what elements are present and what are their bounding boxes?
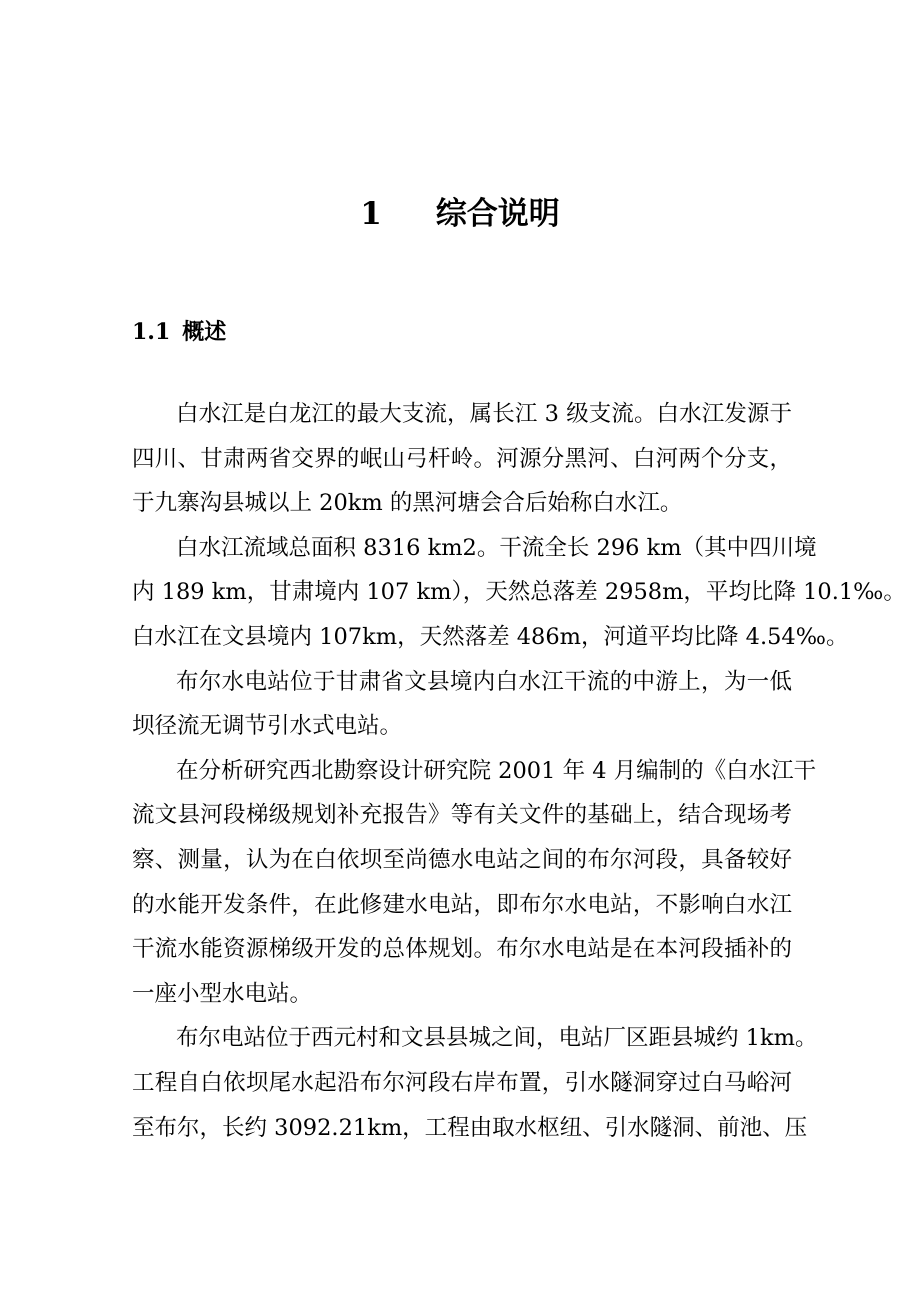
text-line: 四川、甘肃两省交界的岷山弓杆岭。河源分黑河、白河两个分支， [132, 445, 792, 472]
text-line: 至布尔，长约 3092.21km，工程由取水枢纽、引水隧洞、前池、压 [132, 1114, 808, 1141]
text-line: 布尔电站位于西元村和文县县城之间，电站厂区距县城约 1km。 [176, 1025, 818, 1052]
text-line: 布尔水电站位于甘肃省文县境内白水江干流的中游上，为一低 [176, 668, 792, 695]
text-line: 白水江在文县境内 107km，天然落差 486m，河道平均比降 4.54‰。 [132, 623, 849, 650]
text-line: 在分析研究西北勘察设计研究院 2001 年 4 月编制的《白水江干 [176, 757, 817, 784]
paragraph [132, 392, 792, 526]
text-line: 工程自白依坝尾水起沿布尔河段右岸布置，引水隧洞穿过白马峪河 [132, 1069, 792, 1096]
text-line: 内 189 km，甘肃境内 107 km），天然总落差 2958m，平均比降 10.1‰。 [132, 579, 906, 606]
section-number: 1.1 [132, 319, 171, 345]
paragraph [132, 660, 792, 749]
text-line: 一座小型水电站。 [132, 980, 313, 1007]
text-line: 白水江是白龙江的最大支流，属长江 3 级支流。白水江发源于 [176, 401, 792, 427]
text-line: 的水能开发条件，在此修建水电站，即布尔水电站，不影响白水江 [132, 891, 792, 918]
chapter-number: 1 [360, 196, 382, 232]
paragraph [132, 526, 906, 660]
body-text [132, 392, 906, 1150]
chapter-title [0, 190, 920, 238]
section-heading [132, 312, 226, 352]
paragraph [132, 749, 817, 1017]
chapter-title-text: 综合说明 [435, 196, 560, 232]
text-line: 坝径流无调节引水式电站。 [132, 713, 403, 740]
text-line: 于九寨沟县城以上 20km 的黑河塘会合后始称白水江。 [132, 490, 683, 517]
paragraph [132, 1016, 818, 1150]
section-heading-text: 概述 [182, 319, 227, 345]
text-line: 干流水能资源梯级开发的总体规划。布尔水电站是在本河段插补的 [132, 936, 792, 963]
text-line: 流文县河段梯级规划补充报告》等有关文件的基础上，结合现场考 [132, 802, 792, 829]
text-line: 察、测量，认为在白依坝至尚德水电站之间的布尔河段，具备较好 [132, 846, 792, 873]
text-line: 白水江流域总面积 8316 km2。干流全长 296 km（其中四川境 [176, 534, 817, 561]
